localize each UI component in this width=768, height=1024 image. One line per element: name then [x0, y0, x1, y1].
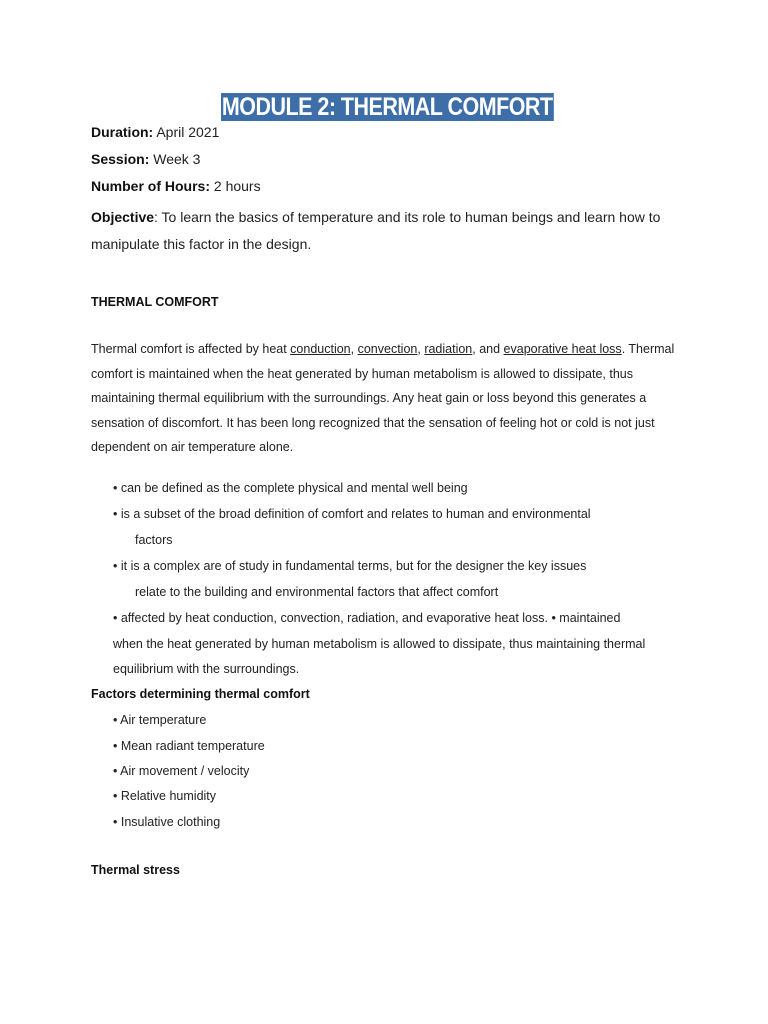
- hours-value: 2 hours: [210, 178, 261, 194]
- bullet-continuation: relate to the building and environmental factors that affect comfort: [135, 584, 499, 599]
- bullet-continuation: factors: [135, 532, 173, 547]
- objective-value: : To learn the basics of temperature and its role to human beings and learn how to manipulate this factor in the design.: [91, 209, 661, 252]
- session-label: Session:: [91, 151, 150, 167]
- para-text: Thermal comfort is affected by heat: [91, 342, 291, 356]
- bullet-item: [113, 476, 688, 502]
- bullet-text: • affected by heat conduction, convection, radiation, and evaporative heat loss. • maintained when the heat generated by human metabolism is allowed to dissipate, thus maintaining thermal equilibrium with the surroundings.: [113, 611, 646, 676]
- session-value: Week 3: [149, 151, 201, 167]
- bullet-item: [113, 554, 688, 605]
- duration-line: [91, 123, 219, 141]
- bullet-text: • can be defined as the complete physical and mental well being: [113, 481, 468, 495]
- section-heading-thermal-comfort: THERMAL COMFORT: [91, 295, 219, 309]
- factor-item: • Relative humidity: [113, 789, 217, 803]
- session-line: [91, 150, 200, 168]
- para-text: , and: [472, 342, 504, 356]
- objective-label: Objective: [91, 209, 155, 225]
- factor-item: • Mean radiant temperature: [113, 739, 265, 753]
- factor-item: • Insulative clothing: [113, 815, 221, 829]
- para-text: ,: [417, 342, 425, 356]
- duration-label: Duration:: [91, 124, 154, 140]
- para-text: . Thermal comfort is maintained when the heat generated by human metabolism is allowed to dissipate, thus maintaining thermal equilibrium with the surroundings. Any heat gain or loss beyond this generates a sensation of discomfort. It has been long recognized that the sensation of feeling hot or cold is not just dependent on air temperature alone.: [91, 342, 675, 454]
- bullet-text: • it is a complex are of study in fundamental terms, but for the designer the key issues: [113, 559, 587, 573]
- objective-paragraph: [91, 204, 691, 258]
- link-convection[interactable]: convection: [357, 342, 418, 356]
- para-text: ,: [350, 342, 358, 356]
- bullet-item: [113, 606, 653, 683]
- link-evaporative-heat-loss[interactable]: evaporative heat loss: [503, 342, 622, 356]
- link-radiation[interactable]: radiation: [424, 342, 473, 356]
- duration-value: April 2021: [153, 124, 220, 140]
- section-heading-factors: Factors determining thermal comfort: [91, 687, 310, 701]
- hours-label: Number of Hours:: [91, 178, 210, 194]
- link-conduction[interactable]: conduction: [290, 342, 351, 356]
- module-title: MODULE 2: THERMAL COMFORT: [221, 93, 553, 121]
- factor-item: • Air temperature: [113, 713, 207, 727]
- section-heading-thermal-stress: Thermal stress: [91, 863, 180, 877]
- hours-line: [91, 177, 261, 195]
- thermal-comfort-paragraph: [91, 337, 681, 460]
- bullet-text: • is a subset of the broad definition of comfort and relates to human and environmental: [113, 507, 591, 521]
- factor-item: • Air movement / velocity: [113, 764, 250, 778]
- bullet-item: [113, 502, 688, 553]
